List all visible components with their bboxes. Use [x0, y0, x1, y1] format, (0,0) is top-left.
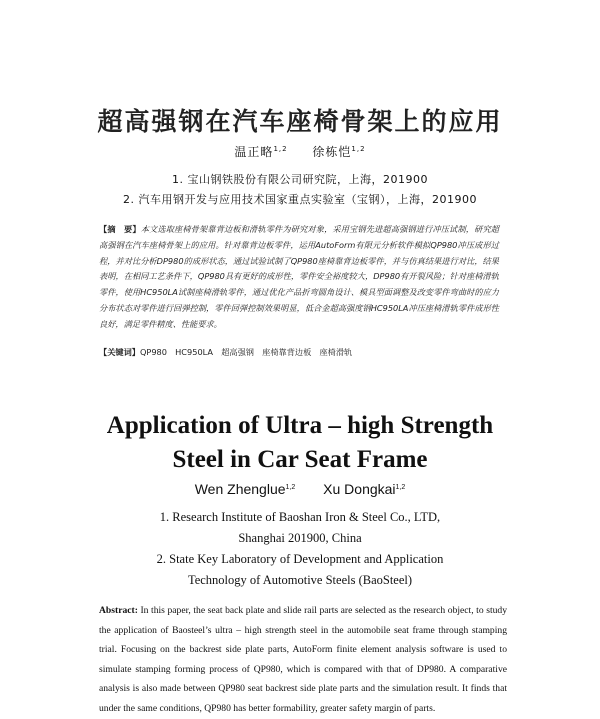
english-affiliation-2-line-1: 2. State Key Laboratory of Development and Application: [156, 552, 444, 566]
chinese-affiliation-2: 2. 汽车用钢开发与应用技术国家重点实验室（宝钢），上海，201900: [123, 193, 477, 206]
english-affiliation-2: [60, 549, 540, 591]
english-author-2: [323, 481, 405, 497]
chinese-authors: [0, 143, 600, 160]
english-title-line-1: Application of Ultra – high Strength: [106, 412, 494, 439]
chinese-author-2: [312, 145, 365, 159]
chinese-author-1: [234, 145, 287, 159]
chinese-author-1-name: 温正略: [234, 145, 274, 159]
chinese-author-1-affil: 1,2: [273, 145, 288, 153]
english-author-1-name: Wen Zhenglue: [194, 481, 286, 497]
chinese-author-2-name: 徐栋恺: [312, 145, 352, 159]
chinese-abstract-label: 【摘 要】: [99, 224, 141, 234]
english-title-line-2: Steel in Car Seat Frame: [172, 446, 428, 473]
english-affiliation-2-line-2: Technology of Automotive Steels (BaoSteel): [187, 573, 413, 587]
english-author-2-name: Xu Dongkai: [323, 481, 396, 497]
english-abstract-text: In this paper, the seat back plate and slide rail parts are selected as the research object, to study the application of Baosteel’s ultra – high strength steel in the automobile seat frame through stamping trial. Focusing on the backrest side plate parts, AutoForm finite element analysis software is used to simulate stamping forming process of QP980, which is compared with that of DP980. A comparative analysis is also made between QP980 seat backrest side plate parts and the simulation result. It finds that under the same conditions, QP980 has better formability, greater safety margin of parts.: [99, 605, 508, 714]
english-authors: [0, 481, 600, 497]
chinese-abstract-text: 本文选取座椅骨架靠背边板和滑轨零件为研究对象，采用宝钢先进超高强钢进行冲压试制，研究超高强钢在汽车座椅骨架上的应用。针对靠背边板零件，运用AutoForm有限元分析软件模拟QP980冲压成形过程，并对比分析DP980的成形状态，通过试验试制了QP980座椅靠背边板零件，并与仿真结果进行对比，结果表明，在相同工艺条件下，QP980具有更好的成形性，零件安全裕度较大，DP980有开裂风险；针对座椅滑轨零件，使用HC950LA试制座椅滑轨零件，通过优化产品折弯圆角设计、模具型面调整及改变零件弯曲时的应力分布状态对零件进行回弹控制，零件回弹控制效果明显，低合金超高强度钢HC950LA冲压座椅滑轨零件成形性良好，满足零件精度、性能要求。: [99, 224, 499, 329]
chinese-title: 超高强钢在汽车座椅骨架上的应用: [97, 107, 503, 136]
english-author-1-affil: 1,2: [285, 484, 296, 491]
english-author-1: [195, 481, 296, 497]
chinese-keywords-text: QP980 HC950LA 超高强钢 座椅靠背边板 座椅滑轨: [139, 347, 353, 357]
chinese-affiliation-1: 1. 宝山钢铁股份有限公司研究院，上海，201900: [172, 173, 428, 186]
english-author-2-affil: 1,2: [395, 484, 406, 491]
english-affiliation-1: [60, 507, 540, 549]
english-affiliation-1-line-2: Shanghai 201900, China: [238, 531, 362, 545]
english-affiliation-1-line-1: 1. Research Institute of Baoshan Iron & Steel Co., LTD,: [159, 510, 441, 524]
chinese-keywords-label: 【关键词】: [99, 347, 140, 357]
chinese-abstract: [99, 222, 499, 333]
chinese-keywords: [99, 347, 519, 358]
english-abstract-label: Abstract:: [99, 605, 138, 616]
english-abstract: [99, 601, 508, 714]
english-title: [0, 409, 600, 477]
chinese-author-2-affil: 1,2: [351, 145, 366, 153]
